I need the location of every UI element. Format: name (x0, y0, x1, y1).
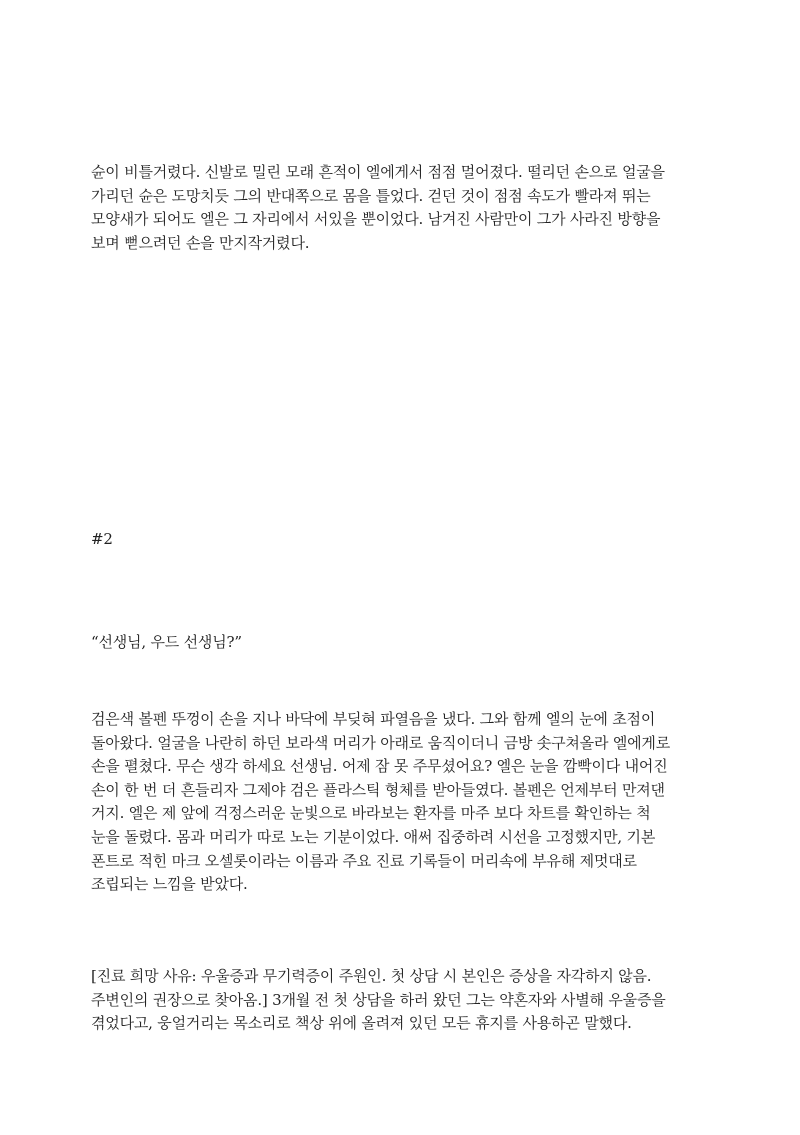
text-line: [진료 희망 사유: 우울증과 무기력증이 주원인. 첫 상담 시 본인은 증상을 자각하지 않음. (91, 967, 652, 985)
text-line: 보며 뻗으려던 손을 만지작거렸다. (91, 233, 310, 252)
dialogue-line (91, 631, 731, 655)
paragraph-opening (91, 161, 731, 255)
paragraph-body (91, 708, 731, 897)
text-line: “선생님, 우드 선생님?” (91, 633, 242, 651)
text-line: #2 (91, 530, 113, 548)
paragraph-record (91, 965, 731, 1036)
text-line: 겪었다고, 웅얼거리는 목소리로 책상 위에 올려져 있던 모든 휴지를 사용하곤 말했다. (91, 1014, 632, 1033)
text-line: 손이 한 번 더 흔들리자 그제야 검은 플라스틱 형체를 받아들였다. 볼펜은 언제부터 만져댄 (91, 780, 665, 799)
text-line: 조립되는 느낌을 받았다. (91, 875, 248, 894)
text-line: 폰트로 적힌 마크 오셀롯이라는 이름과 주요 진료 기록들이 머리속에 부유해 제멋대로 (91, 851, 637, 870)
text-line: 모양새가 되어도 엘은 그 자리에서 서있을 뿐이었다. 남겨진 사람만이 그가 사라진 방향을 (91, 210, 661, 229)
text-line: 거지. 엘은 제 앞에 걱정스러운 눈빛으로 바라보는 환자를 마주 보다 차트를 확인하는 척 (91, 804, 651, 823)
text-line: 눈을 돌렸다. 몸과 머리가 따로 노는 기분이었다. 애써 집중하려 시선을 고정했지만, 기본 (91, 827, 656, 846)
text-line: 가리던 슌은 도망치듯 그의 반대쪽으로 몸을 틀었다. 걷던 것이 점점 속도가 빨라져 뛰는 (91, 186, 651, 205)
text-line: 손을 펼쳤다. 무슨 생각 하세요 선생님. 어제 잠 못 주무셨어요? 엘은 눈을 깜빡이다 내어진 (91, 757, 668, 776)
text-line: 검은색 볼펜 뚜껑이 손을 지나 바닥에 부딪혀 파열음을 냈다. 그와 함께 엘의 눈에 초점이 (91, 710, 656, 728)
text-line: 주변인의 권장으로 찾아옴.] 3개월 전 첫 상담을 하러 왔던 그는 약혼자와 사별해 우울증을 (91, 990, 666, 1009)
text-line: 슌이 비틀거렸다. 신발로 밀린 모래 흔적이 엘에게서 점점 멀어졌다. 떨리던 손으로 얼굴을 (91, 163, 665, 181)
text-line: 돌아왔다. 얼굴을 나란히 하던 보라색 머리가 아래로 움직이더니 금방 솟구쳐올라 엘에게로 (91, 733, 670, 752)
chapter-number (91, 528, 731, 552)
